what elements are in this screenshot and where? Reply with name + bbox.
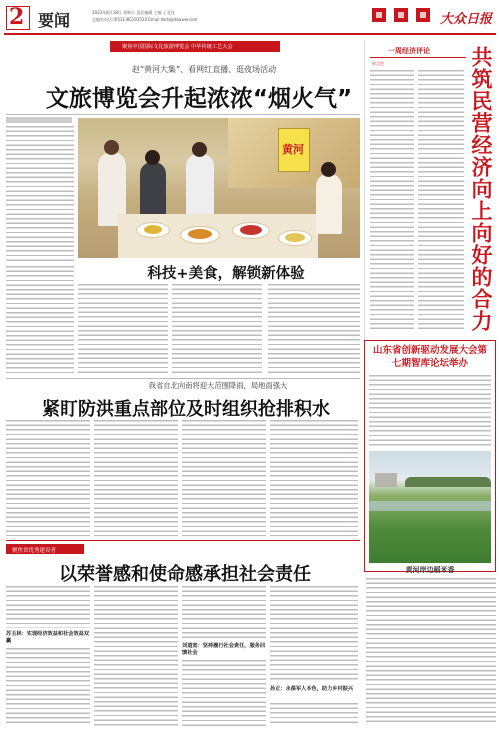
commentary-big-title-text: 共筑民营经济向上向好的合力 xyxy=(469,46,493,332)
honor-body-2 xyxy=(94,586,178,726)
lead-body-text-left xyxy=(6,126,74,264)
photo-building xyxy=(375,473,397,487)
honor-body-3a xyxy=(182,586,266,640)
topic-banner xyxy=(110,41,280,52)
dish-1-food xyxy=(144,225,162,234)
honor-subhead-1: 苏玉林：实现经济效益和社会效益双赢 xyxy=(6,631,90,644)
flood-body-3 xyxy=(182,420,266,536)
photo-sign-text: 黄河 xyxy=(282,143,304,156)
photo-sign xyxy=(278,128,310,172)
lead-byline xyxy=(6,117,72,123)
right-col-divider xyxy=(364,40,365,374)
side-news-box xyxy=(364,340,496,572)
honor-body-1a xyxy=(6,586,90,628)
commentary-body-1 xyxy=(370,70,414,332)
commentary-big-title xyxy=(468,46,494,376)
flood-body-4 xyxy=(270,420,358,536)
commentary-tag: 时言论 xyxy=(372,61,384,66)
side-news-title: 山东省创新驱动发展大会第七期智库论坛举办 xyxy=(372,345,487,369)
lead-body-text-left-2 xyxy=(6,266,74,374)
sub-body-col-1 xyxy=(78,284,168,374)
honor-banner-text: 聚焦省优秀建设者 xyxy=(12,547,57,554)
lead-title: 文旅博览会升起浓浓“烟火气” xyxy=(45,86,353,112)
honor-body-3b xyxy=(182,660,266,726)
honor-body-4b xyxy=(270,703,358,726)
photo-river xyxy=(369,501,491,511)
topic-banner-text: 聚焦中国国际文化旅游博览会 中华传统工艺大会 xyxy=(122,44,233,50)
header-rule xyxy=(4,33,496,35)
honor-body-1b xyxy=(6,648,90,726)
dish-3-food xyxy=(240,225,262,235)
honor-title: 以荣誉感和使命感承担社会责任 xyxy=(59,564,311,585)
person-4-head xyxy=(321,162,336,177)
qr-code-3 xyxy=(416,8,430,22)
commentary-body-2 xyxy=(418,70,464,332)
dish-4-food xyxy=(285,233,305,242)
meta-line: 2023年8月18日 星期五 责任编辑 主编 王北良 xyxy=(92,10,175,15)
honor-body-4a xyxy=(270,586,358,682)
flood-body-2 xyxy=(94,420,178,536)
person-3-head xyxy=(192,142,207,157)
honor-subhead-2: 刘道宽：坚持履行社会责任，服务回馈社会 xyxy=(182,643,266,656)
sub-body-col-3 xyxy=(268,284,360,374)
dish-2-food xyxy=(188,229,212,239)
side-news-body xyxy=(369,375,491,447)
sub-body-col-2 xyxy=(172,284,262,374)
qr-code-1 xyxy=(372,8,386,22)
commentary-column: 一周经济评论 xyxy=(388,47,430,55)
side-news-photo xyxy=(369,451,491,563)
page-number: 2 xyxy=(9,4,25,30)
flood-title: 紧盯防洪重点部位及时组织抢排积水 xyxy=(42,399,330,420)
sub-story-title: 科技+美食，解锁新体验 xyxy=(147,266,305,282)
lead-kicker: 赵“黄河大集”、看网红直播、逛夜场活动 xyxy=(131,65,277,74)
photo-trees xyxy=(405,477,491,487)
flood-top-rule xyxy=(6,378,360,379)
side-news-photo-caption: 黄河岸边稻米香 xyxy=(405,566,455,574)
page-header xyxy=(0,0,500,34)
honor-top-rule xyxy=(6,540,360,541)
flood-body-1 xyxy=(6,420,90,536)
person-2-head xyxy=(145,150,160,165)
lead-rule xyxy=(6,114,360,115)
honor-subhead-3: 孙正：永葆军人本色，助力乡村振兴 xyxy=(270,686,354,692)
honor-banner xyxy=(6,544,84,554)
flood-kicker: 我省自北向南将迎大范围降雨，局地雨强大 xyxy=(148,381,288,390)
qr-code-2 xyxy=(394,8,408,22)
commentary-rule xyxy=(370,57,466,58)
right-lower-body-1 xyxy=(366,578,496,724)
person-1-head xyxy=(104,140,119,155)
meta-line-2: 总编室电话:(0531)85193520 Email:dzrb@dzwww.com xyxy=(92,17,198,22)
masthead-logo: 大众日报 xyxy=(440,12,493,27)
section-name: 要闻 xyxy=(38,11,71,30)
